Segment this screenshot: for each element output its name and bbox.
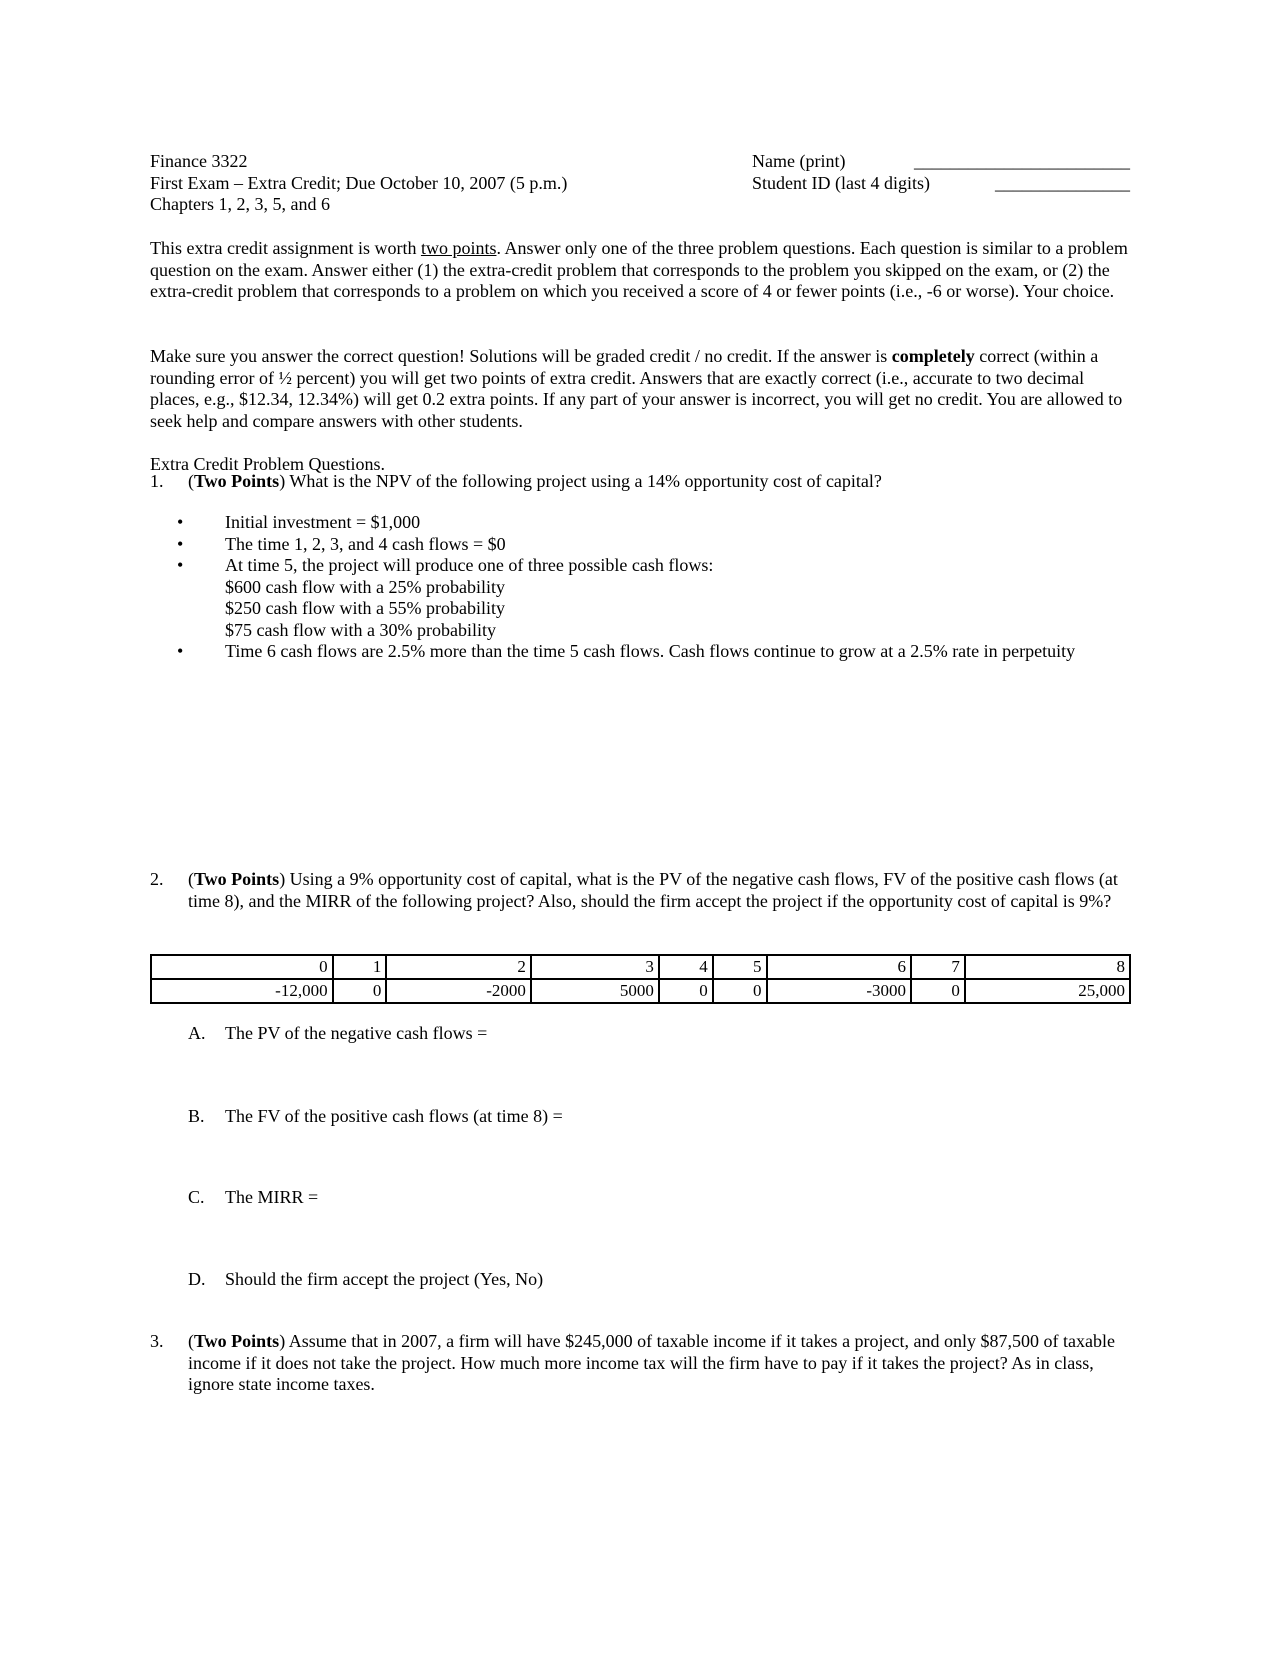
course-info bbox=[150, 151, 567, 216]
sub-line-250: $250 cash flow with a 55% probability bbox=[225, 598, 505, 618]
sub-line-75: $75 cash flow with a 30% probability bbox=[225, 619, 496, 640]
part-a-label: A. bbox=[188, 1023, 206, 1043]
document-page bbox=[150, 151, 1130, 1394]
intro-paragraph-2 bbox=[150, 346, 1130, 432]
time-cell: 2 bbox=[386, 955, 531, 979]
two-points-underlined: two points bbox=[420, 238, 497, 258]
grading-text-b: correct (within a rounding error of ½ percent) you will get two points of extra credit. Answers that are exactly correct (i.e., accurate to two decimal places, e.g., $12.34, 12.34%) will get 0.2 extra points. If any part of your answer is incorrect, you will get no credit. You are allowed to seek help and compare answers with other students. bbox=[150, 346, 1123, 431]
question-3 bbox=[150, 1331, 1130, 1396]
question-2 bbox=[150, 869, 1130, 912]
question-3-number: 3. bbox=[150, 1331, 164, 1351]
time-cell: 7 bbox=[911, 955, 965, 979]
time-cell: 8 bbox=[965, 955, 1130, 979]
sub-line-600: $600 cash flow with a 25% probability bbox=[225, 576, 505, 597]
flow-cell: 0 bbox=[659, 979, 713, 1003]
question-2-number: 2. bbox=[150, 869, 164, 889]
part-b-label: B. bbox=[188, 1106, 205, 1126]
student-id-row bbox=[752, 173, 1130, 195]
name-row bbox=[752, 151, 1130, 173]
part-b-text: The FV of the positive cash flows (at time 8) = bbox=[225, 1106, 563, 1126]
cash-flow-row bbox=[151, 979, 1130, 1003]
time-cell: 0 bbox=[151, 955, 333, 979]
flow-cell: -12,000 bbox=[151, 979, 333, 1003]
question-2-text: (Two Points) Using a 9% opportunity cost of capital, what is the PV of the negative cash flows, FV of the positive cash flows (at time 8), and the MIRR of the following project? Also, should the firm accept the project if the opportunity cost of capital is 9%? bbox=[188, 869, 1118, 911]
part-a-text: The PV of the negative cash flows = bbox=[225, 1023, 488, 1043]
question-1-number: 1. bbox=[150, 471, 164, 491]
question-3-body: ) Assume that in 2007, a firm will have $245,000 of taxable income if it takes a project, and only $87,500 of taxable income if it does not take the project. How much more income tax will the firm have to pay if it takes the project? As in class, ignore state income taxes. bbox=[188, 1331, 1115, 1394]
flow-cell: -2000 bbox=[386, 979, 531, 1003]
question-1 bbox=[150, 471, 1130, 493]
part-d-label: D. bbox=[188, 1269, 206, 1289]
intro-text-a: This extra credit assignment is worth bbox=[150, 238, 421, 258]
question-2-body: ) Using a 9% opportunity cost of capital, what is the PV of the negative cash flows, FV of the positive cash flows (at time 8), and the MIRR of the following project? Also, should the firm accept the project if the opportunity cost of capital is 9%? bbox=[188, 869, 1118, 911]
bullet-time-1-4: • The time 1, 2, 3, and 4 cash flows = $0 bbox=[177, 534, 1137, 556]
flow-cell: 5000 bbox=[531, 979, 659, 1003]
student-info bbox=[752, 151, 1130, 194]
time-cell: 5 bbox=[713, 955, 767, 979]
question-3-points: Two Points bbox=[194, 1331, 280, 1351]
time-cell: 4 bbox=[659, 955, 713, 979]
student-id-label: Student ID (last 4 digits) bbox=[752, 172, 930, 193]
flow-cell: -3000 bbox=[767, 979, 912, 1003]
time-cell: 1 bbox=[333, 955, 387, 979]
document-header bbox=[150, 151, 1130, 217]
question-3-text: (Two Points) Assume that in 2007, a firm will have $245,000 of taxable income if it takes a project, and only $87,500 of taxable income if it does not take the project. How much more income tax will the firm have to pay if it takes the project? As in class, ignore state income taxes. bbox=[188, 1331, 1115, 1394]
part-a bbox=[188, 1023, 487, 1045]
question-2-points: Two Points bbox=[194, 869, 280, 889]
section-heading: Extra Credit Problem Questions. bbox=[150, 454, 385, 474]
time-cell: 6 bbox=[767, 955, 912, 979]
intro-paragraph-1 bbox=[150, 238, 1130, 303]
completely-bold: completely bbox=[891, 346, 975, 366]
bullet-initial-investment: • Initial investment = $1,000 bbox=[177, 512, 1137, 534]
student-id-blank[interactable]: _______________ bbox=[995, 172, 1130, 193]
name-blank[interactable]: ________________________ bbox=[914, 151, 1130, 171]
question-1-body: ) What is the NPV of the following project using a 14% opportunity cost of capital? bbox=[279, 471, 882, 491]
grading-text-a: Make sure you answer the correct question! Solutions will be graded credit / no credit. If the answer is bbox=[150, 346, 892, 366]
time-row bbox=[151, 955, 1130, 979]
flow-cell: 0 bbox=[713, 979, 767, 1003]
part-c-label: C. bbox=[188, 1187, 205, 1207]
part-b bbox=[188, 1106, 563, 1128]
part-c-text: The MIRR = bbox=[225, 1187, 319, 1207]
question-1-text: (Two Points) What is the NPV of the following project using a 14% opportunity cost of capital? bbox=[188, 471, 882, 491]
exam-title: First Exam – Extra Credit; Due October 10, 2007 (5 p.m.) bbox=[150, 172, 568, 193]
flow-cell: 25,000 bbox=[965, 979, 1130, 1003]
bullet-time-5: • At time 5, the project will produce one of three possible cash flows: bbox=[177, 555, 1137, 577]
chapters-line: Chapters 1, 2, 3, 5, and 6 bbox=[150, 194, 330, 214]
flow-cell: 0 bbox=[911, 979, 965, 1003]
part-d bbox=[188, 1269, 543, 1291]
part-d-text: Should the firm accept the project (Yes, No) bbox=[225, 1269, 544, 1289]
time-cell: 3 bbox=[531, 955, 659, 979]
name-label: Name (print) bbox=[752, 151, 846, 171]
flow-cell: 0 bbox=[333, 979, 387, 1003]
bullet-time-6: • Time 6 cash flows are 2.5% more than the time 5 cash flows. Cash flows continue to grow at a 2.5% rate in perpetuity bbox=[177, 641, 1137, 663]
part-c bbox=[188, 1187, 318, 1209]
question-1-points: Two Points bbox=[194, 471, 280, 491]
intro-text-b: . Answer only one of the three problem questions. Each question is similar to a problem question on the exam. Answer either (1) the extra-credit problem that corresponds to the problem you skipped on the exam, or (2) the extra-credit problem that corresponds to a problem on which you received a score of 4 or fewer points (i.e., -6 or worse). Your choice. bbox=[150, 238, 1128, 301]
course-title: Finance 3322 bbox=[150, 151, 248, 171]
cash-flow-table bbox=[150, 954, 1131, 1004]
question-1-bullets bbox=[177, 512, 1137, 663]
